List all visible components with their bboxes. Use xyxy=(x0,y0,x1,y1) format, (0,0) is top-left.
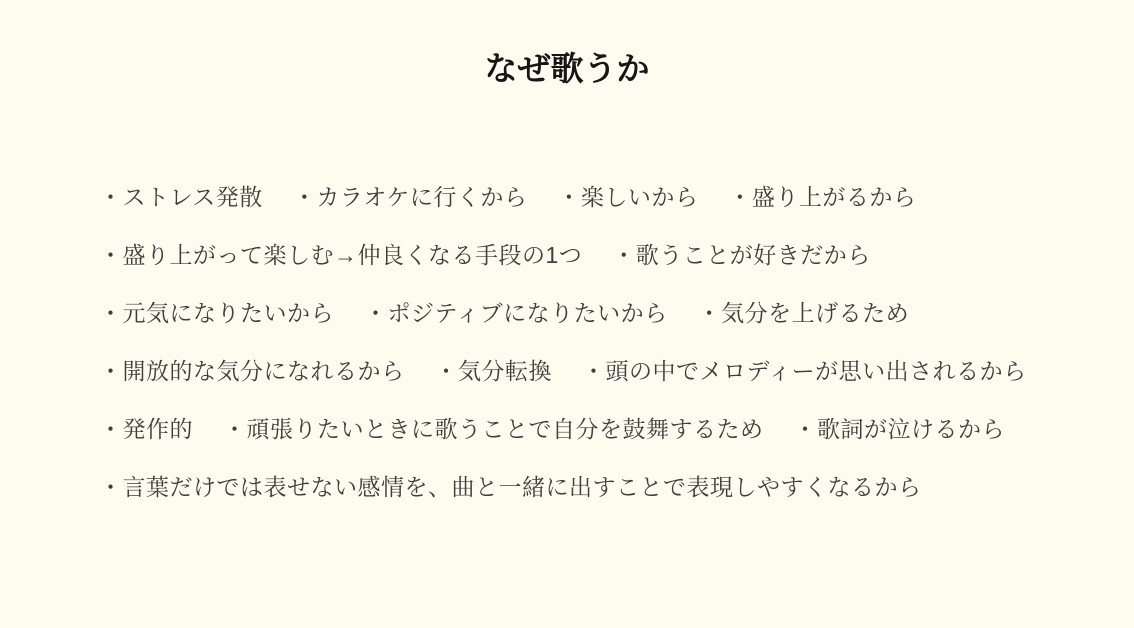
bullet-item: ・歌うことが好きだから xyxy=(612,242,871,268)
bullet-item: ・カラオケに行くから xyxy=(292,184,528,210)
bullet-line xyxy=(99,417,1094,441)
bullet-line xyxy=(99,359,1094,383)
bullet-item: ・盛り上がるから xyxy=(728,184,917,210)
bullet-item: ・発作的 xyxy=(99,416,193,442)
bullet-line xyxy=(99,301,1094,325)
slide-title: なぜ歌うか xyxy=(484,50,650,87)
bullet-item: ・気分を上げるため xyxy=(697,300,910,326)
bullet-item: ・盛り上がって楽しむ→仲良くなる手段の1つ xyxy=(99,242,583,268)
bullet-item: ・開放的な気分になれるから xyxy=(99,358,405,384)
bullet-list xyxy=(99,185,1094,499)
bullet-line xyxy=(99,243,1094,267)
bullet-line xyxy=(99,475,1094,499)
bullet-item: ・元気になりたいから xyxy=(99,300,334,326)
bullet-item: ・楽しいから xyxy=(557,184,699,210)
bullet-item: ・歌詞が泣けるから xyxy=(793,416,1005,442)
bullet-line xyxy=(99,185,1094,209)
bullet-item: ・気分転換 xyxy=(434,358,552,384)
bullet-item: ・頭の中でメロディーが思い出されるから xyxy=(582,358,1027,384)
bullet-item: ・言葉だけでは表せない感情を、曲と一緒に出すことで表現しやすくなるから xyxy=(99,474,922,500)
bullet-item: ・ストレス発散 xyxy=(99,184,263,210)
bullet-item: ・頑張りたいときに歌うことで自分を鼓舞するため xyxy=(223,416,764,442)
bullet-item: ・ポジティブになりたいから xyxy=(364,300,668,326)
